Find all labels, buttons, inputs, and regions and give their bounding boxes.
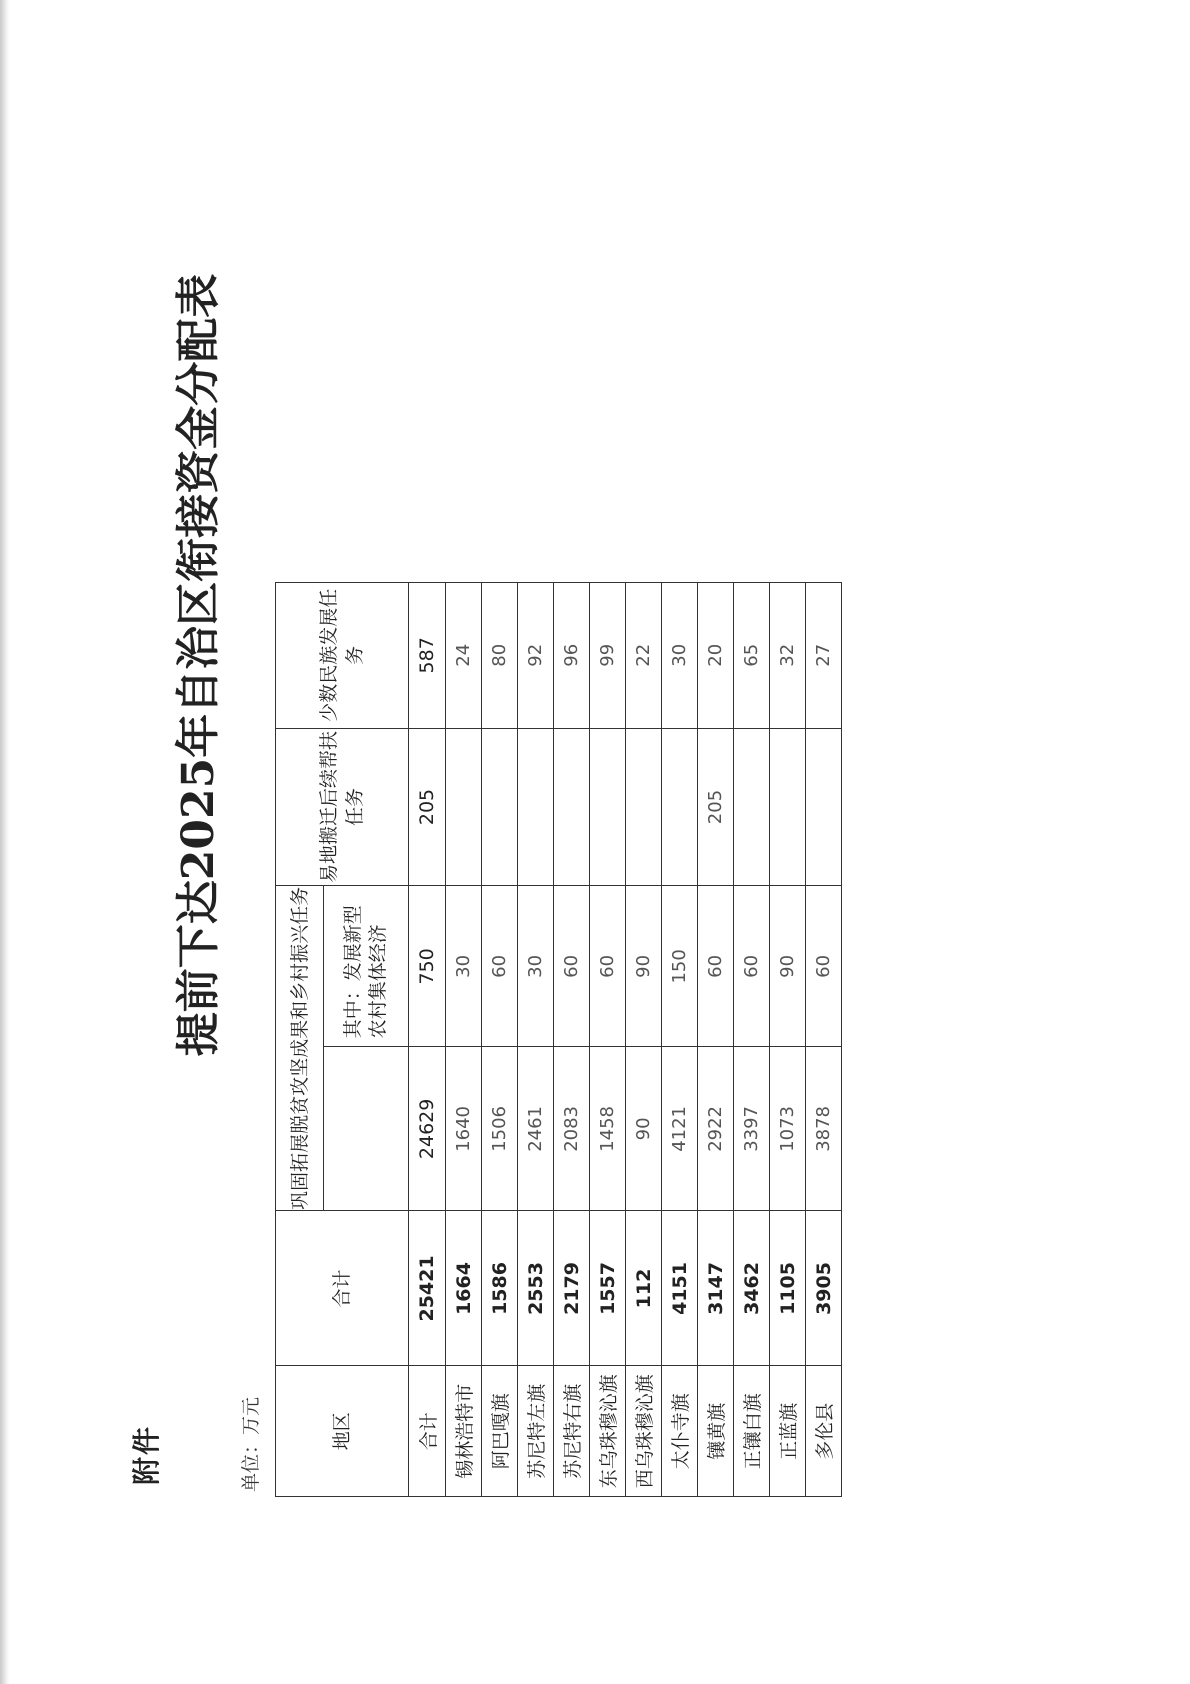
table-row bbox=[662, 583, 698, 1497]
annex-label: 附件 bbox=[130, 1424, 163, 1485]
cell-collective: 150 bbox=[662, 886, 698, 1047]
cell-total: 1105 bbox=[770, 1211, 806, 1366]
cell-region: 正蓝旗 bbox=[770, 1366, 806, 1497]
cell-relocation bbox=[662, 728, 698, 886]
cell-relocation bbox=[626, 728, 662, 886]
cell-minority: 30 bbox=[662, 583, 698, 729]
cell-minority: 96 bbox=[554, 583, 590, 729]
cell-minority: 32 bbox=[770, 583, 806, 729]
cell-region: 多伦县 bbox=[806, 1366, 842, 1497]
table-row bbox=[770, 583, 806, 1497]
cell-consolidate: 1640 bbox=[446, 1047, 482, 1211]
cell-relocation bbox=[770, 728, 806, 886]
cell-collective: 30 bbox=[518, 886, 554, 1047]
cell-collective: 60 bbox=[482, 886, 518, 1047]
cell-minority: 20 bbox=[698, 583, 734, 729]
header-relocation: 易地搬迁后续帮扶任务 bbox=[276, 728, 409, 886]
cell-consolidate: 3878 bbox=[806, 1047, 842, 1211]
cell-total: 1664 bbox=[446, 1211, 482, 1366]
cell-region: 西乌珠穆沁旗 bbox=[626, 1366, 662, 1497]
cell-relocation bbox=[518, 728, 554, 886]
cell-region: 苏尼特左旗 bbox=[518, 1366, 554, 1497]
cell-consolidate: 3397 bbox=[734, 1047, 770, 1211]
cell-consolidate: 1506 bbox=[482, 1047, 518, 1211]
cell-total: 3462 bbox=[734, 1211, 770, 1366]
table-row bbox=[806, 583, 842, 1497]
header-region: 地区 bbox=[276, 1366, 409, 1497]
cell-relocation bbox=[734, 728, 770, 886]
cell-consolidate: 4121 bbox=[662, 1047, 698, 1211]
cell-collective: 60 bbox=[554, 886, 590, 1047]
cell-region: 锡林浩特市 bbox=[446, 1366, 482, 1497]
cell-region: 镶黄旗 bbox=[698, 1366, 734, 1497]
table-row bbox=[518, 583, 554, 1497]
cell-minority: 65 bbox=[734, 583, 770, 729]
cell-total: 2553 bbox=[518, 1211, 554, 1366]
cell-minority: 99 bbox=[590, 583, 626, 729]
cell-region: 正镶白旗 bbox=[734, 1366, 770, 1497]
table-row bbox=[409, 583, 446, 1497]
table-row bbox=[554, 583, 590, 1497]
cell-minority: 587 bbox=[409, 583, 446, 729]
cell-total: 2179 bbox=[554, 1211, 590, 1366]
header-collective: 其中：发展新型农村集体经济 bbox=[324, 886, 409, 1047]
cell-minority: 80 bbox=[482, 583, 518, 729]
cell-collective: 30 bbox=[446, 886, 482, 1047]
cell-consolidate: 1073 bbox=[770, 1047, 806, 1211]
cell-relocation bbox=[590, 728, 626, 886]
cell-relocation bbox=[554, 728, 590, 886]
cell-region: 阿巴嘎旗 bbox=[482, 1366, 518, 1497]
cell-collective: 60 bbox=[698, 886, 734, 1047]
scan-edge-shadow bbox=[0, 0, 10, 1684]
cell-collective: 60 bbox=[806, 886, 842, 1047]
cell-consolidate: 2461 bbox=[518, 1047, 554, 1211]
cell-minority: 22 bbox=[626, 583, 662, 729]
cell-total: 1586 bbox=[482, 1211, 518, 1366]
cell-total: 1557 bbox=[590, 1211, 626, 1366]
cell-minority: 24 bbox=[446, 583, 482, 729]
cell-region: 东乌珠穆沁旗 bbox=[590, 1366, 626, 1497]
cell-consolidate: 2922 bbox=[698, 1047, 734, 1211]
allocation-table bbox=[275, 582, 842, 1497]
cell-minority: 27 bbox=[806, 583, 842, 729]
unit-label: 单位：万元 bbox=[240, 1396, 262, 1492]
cell-collective: 60 bbox=[734, 886, 770, 1047]
cell-consolidate: 1458 bbox=[590, 1047, 626, 1211]
cell-relocation: 205 bbox=[409, 728, 446, 886]
cell-relocation bbox=[806, 728, 842, 886]
cell-minority: 92 bbox=[518, 583, 554, 729]
cell-consolidate: 24629 bbox=[409, 1047, 446, 1211]
table-row bbox=[626, 583, 662, 1497]
cell-consolidate: 90 bbox=[626, 1047, 662, 1211]
table-row bbox=[446, 583, 482, 1497]
table-row bbox=[698, 583, 734, 1497]
header-consolidate-subtotal bbox=[324, 1047, 409, 1211]
cell-collective: 60 bbox=[590, 886, 626, 1047]
cell-region: 太仆寺旗 bbox=[662, 1366, 698, 1497]
cell-consolidate: 2083 bbox=[554, 1047, 590, 1211]
table-row bbox=[482, 583, 518, 1497]
header-consolidate: 巩固拓展脱贫攻坚成果和乡村振兴任务 bbox=[276, 886, 324, 1211]
cell-relocation bbox=[482, 728, 518, 886]
document-title: 提前下达2025年自治区衔接资金分配表 bbox=[173, 273, 224, 1057]
cell-total: 4151 bbox=[662, 1211, 698, 1366]
cell-region: 合计 bbox=[409, 1366, 446, 1497]
cell-relocation bbox=[446, 728, 482, 886]
cell-total: 112 bbox=[626, 1211, 662, 1366]
header-total: 合计 bbox=[276, 1211, 409, 1366]
table-row bbox=[590, 583, 626, 1497]
cell-relocation: 205 bbox=[698, 728, 734, 886]
cell-collective: 750 bbox=[409, 886, 446, 1047]
cell-total: 25421 bbox=[409, 1211, 446, 1366]
header-minority: 少数民族发展任务 bbox=[276, 583, 409, 729]
cell-total: 3147 bbox=[698, 1211, 734, 1366]
cell-collective: 90 bbox=[770, 886, 806, 1047]
table-row bbox=[734, 583, 770, 1497]
cell-region: 苏尼特右旗 bbox=[554, 1366, 590, 1497]
cell-collective: 90 bbox=[626, 886, 662, 1047]
cell-total: 3905 bbox=[806, 1211, 842, 1366]
